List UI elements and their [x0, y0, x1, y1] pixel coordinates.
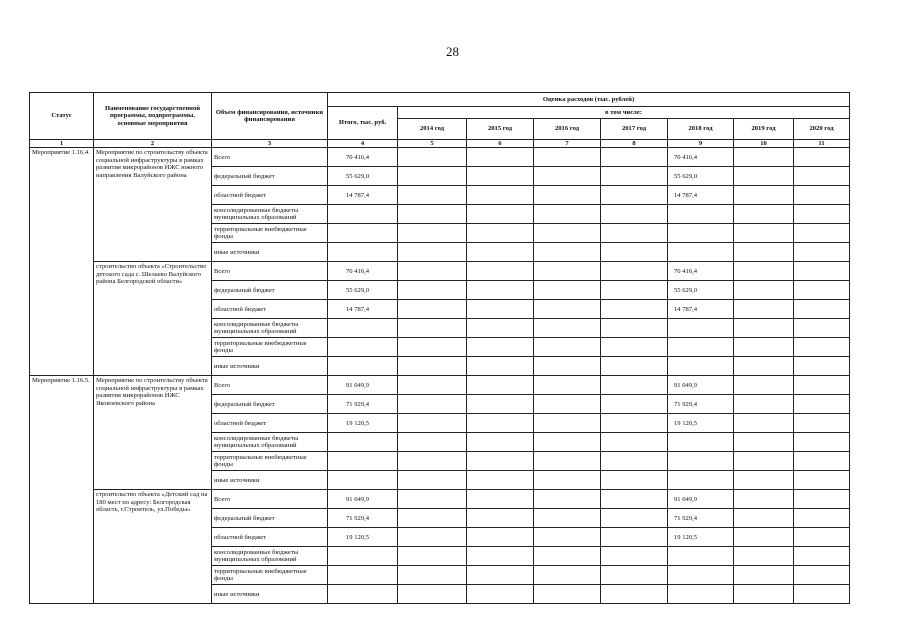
year-value-cell [734, 528, 794, 547]
header-year: 2019 год [734, 119, 794, 140]
column-number: 7 [534, 140, 601, 148]
year-value-cell [467, 414, 534, 433]
year-value-cell [734, 566, 794, 585]
total-cell: 70 416,4 [328, 148, 398, 167]
expenditure-table [29, 92, 850, 604]
year-value-cell [467, 205, 534, 224]
total-cell [328, 224, 398, 243]
financing-source-cell: областной бюджет [212, 300, 328, 319]
year-2018-cell [668, 471, 734, 490]
year-value-cell [467, 148, 534, 167]
financing-source-cell: федеральный бюджет [212, 167, 328, 186]
total-cell [328, 471, 398, 490]
financing-source-cell: федеральный бюджет [212, 509, 328, 528]
year-value-cell [601, 300, 668, 319]
total-cell [328, 205, 398, 224]
year-value-cell [794, 490, 850, 509]
column-number: 1 [30, 140, 94, 148]
year-value-cell [794, 357, 850, 376]
year-2018-cell: 91 049,9 [668, 490, 734, 509]
year-value-cell [734, 148, 794, 167]
year-value-cell [534, 205, 601, 224]
year-value-cell [794, 376, 850, 395]
year-value-cell [467, 585, 534, 604]
year-value-cell [794, 167, 850, 186]
financing-source-cell: территориальные внебюджетные фонды [212, 224, 328, 243]
year-value-cell [601, 509, 668, 528]
year-value-cell [398, 376, 467, 395]
year-value-cell [534, 585, 601, 604]
total-cell [328, 452, 398, 471]
year-2018-cell: 71 929,4 [668, 509, 734, 528]
column-number: 2 [94, 140, 212, 148]
year-value-cell [534, 148, 601, 167]
column-number: 11 [794, 140, 850, 148]
total-cell: 91 049,9 [328, 376, 398, 395]
year-value-cell [794, 528, 850, 547]
year-2018-cell [668, 205, 734, 224]
year-value-cell [534, 262, 601, 281]
year-value-cell [601, 319, 668, 338]
financing-source-cell: федеральный бюджет [212, 395, 328, 414]
year-value-cell [398, 490, 467, 509]
header-name: Наименование государственной программы, подпрограммы, основные мероприятия [94, 93, 212, 140]
year-value-cell [734, 471, 794, 490]
year-2018-cell [668, 585, 734, 604]
year-value-cell [398, 509, 467, 528]
year-value-cell [534, 509, 601, 528]
year-value-cell [734, 490, 794, 509]
program-name-cell: Мероприятие по строительству объекта социальной инфраструктуры в рамках развития микрорайонов ИЖС Яковлевского района [94, 376, 212, 490]
column-number: 9 [668, 140, 734, 148]
header-year: 2018 год [668, 119, 734, 140]
year-value-cell [601, 376, 668, 395]
year-value-cell [794, 319, 850, 338]
year-value-cell [734, 585, 794, 604]
year-value-cell [534, 319, 601, 338]
total-cell: 19 120,5 [328, 414, 398, 433]
financing-source-cell: иные источники [212, 357, 328, 376]
financing-source-cell: Всего [212, 148, 328, 167]
financing-source-cell: областной бюджет [212, 528, 328, 547]
header-year: 2017 год [601, 119, 668, 140]
financing-source-cell: территориальные внебюджетные фонды [212, 452, 328, 471]
year-value-cell [467, 167, 534, 186]
program-name-cell: Мероприятие по строительству объекта социальной инфраструктуры в рамках развития микрорайонов ИЖС южного направления Валуйского района [94, 148, 212, 262]
year-value-cell [398, 433, 467, 452]
year-value-cell [794, 186, 850, 205]
year-value-cell [794, 414, 850, 433]
year-value-cell [398, 566, 467, 585]
year-value-cell [794, 281, 850, 300]
year-value-cell [534, 471, 601, 490]
total-cell [328, 319, 398, 338]
year-2018-cell: 91 049,9 [668, 376, 734, 395]
year-value-cell [601, 471, 668, 490]
year-value-cell [398, 262, 467, 281]
year-value-cell [534, 300, 601, 319]
year-value-cell [601, 186, 668, 205]
year-2018-cell: 55 629,0 [668, 281, 734, 300]
year-value-cell [734, 376, 794, 395]
year-value-cell [467, 490, 534, 509]
year-value-cell [601, 414, 668, 433]
year-value-cell [601, 528, 668, 547]
year-value-cell [734, 414, 794, 433]
financing-source-cell: иные источники [212, 243, 328, 262]
year-2018-cell: 14 787,4 [668, 300, 734, 319]
program-name-cell: строительство объекта «Строительство детского сада с. Шелаево Валуйского района Белгородской области» [94, 262, 212, 376]
total-cell: 14 787,4 [328, 300, 398, 319]
year-value-cell [734, 262, 794, 281]
year-2018-cell: 71 929,4 [668, 395, 734, 414]
page-number: 28 [446, 44, 459, 59]
financing-source-cell: областной бюджет [212, 414, 328, 433]
total-cell [328, 243, 398, 262]
year-value-cell [734, 433, 794, 452]
year-value-cell [534, 433, 601, 452]
year-value-cell [601, 566, 668, 585]
year-value-cell [534, 357, 601, 376]
total-cell [328, 338, 398, 357]
year-value-cell [794, 148, 850, 167]
status-cell: Мероприятие 1.16.5. [30, 376, 94, 490]
year-value-cell [601, 357, 668, 376]
year-value-cell [398, 281, 467, 300]
year-value-cell [534, 167, 601, 186]
financing-source-cell: Всего [212, 490, 328, 509]
year-value-cell [534, 490, 601, 509]
column-number: 8 [601, 140, 668, 148]
year-value-cell [601, 148, 668, 167]
table-row [30, 148, 850, 167]
header-including: в том числе: [398, 107, 850, 119]
program-name-cell: строительство объекта «Детский сад на 180 мест по адресу: Белгородская область, г.Строитель, ул.Победы» [94, 490, 212, 604]
year-value-cell [467, 395, 534, 414]
year-value-cell [467, 376, 534, 395]
year-value-cell [794, 471, 850, 490]
year-value-cell [467, 224, 534, 243]
column-number: 6 [467, 140, 534, 148]
year-value-cell [601, 452, 668, 471]
year-value-cell [534, 395, 601, 414]
year-value-cell [734, 300, 794, 319]
year-value-cell [467, 186, 534, 205]
year-value-cell [734, 243, 794, 262]
financing-source-cell: иные источники [212, 585, 328, 604]
year-value-cell [734, 357, 794, 376]
year-value-cell [794, 395, 850, 414]
year-value-cell [467, 509, 534, 528]
year-value-cell [398, 395, 467, 414]
year-value-cell [398, 338, 467, 357]
year-value-cell [467, 300, 534, 319]
year-value-cell [601, 433, 668, 452]
year-value-cell [534, 224, 601, 243]
year-2018-cell: 19 120,5 [668, 528, 734, 547]
year-2018-cell [668, 566, 734, 585]
year-value-cell [601, 281, 668, 300]
header-year: 2020 год [794, 119, 850, 140]
year-2018-cell: 70 416,4 [668, 262, 734, 281]
year-value-cell [794, 243, 850, 262]
year-value-cell [467, 319, 534, 338]
year-value-cell [794, 566, 850, 585]
status-cell [30, 262, 94, 376]
year-value-cell [534, 186, 601, 205]
year-value-cell [467, 528, 534, 547]
financing-source-cell: консолидированные бюджеты муниципальных образований [212, 547, 328, 566]
year-value-cell [734, 452, 794, 471]
year-value-cell [398, 357, 467, 376]
year-value-cell [734, 395, 794, 414]
financing-source-cell: областной бюджет [212, 186, 328, 205]
year-value-cell [467, 262, 534, 281]
header-total: Итого, тыс. руб. [328, 107, 398, 140]
status-cell: Мероприятие 1.16.4. [30, 148, 94, 262]
financing-source-cell: территориальные внебюджетные фонды [212, 566, 328, 585]
financing-source-cell: федеральный бюджет [212, 281, 328, 300]
year-value-cell [601, 490, 668, 509]
year-value-cell [398, 414, 467, 433]
year-2018-cell: 70 416,4 [668, 148, 734, 167]
year-value-cell [734, 224, 794, 243]
financing-source-cell: консолидированные бюджеты муниципальных образований [212, 319, 328, 338]
total-cell: 71 929,4 [328, 395, 398, 414]
year-value-cell [734, 167, 794, 186]
total-cell [328, 357, 398, 376]
year-value-cell [398, 471, 467, 490]
financing-source-cell: территориальные внебюджетные фонды [212, 338, 328, 357]
header-year: 2016 год [534, 119, 601, 140]
year-value-cell [398, 148, 467, 167]
year-value-cell [734, 338, 794, 357]
year-value-cell [794, 585, 850, 604]
table-row [30, 490, 850, 509]
year-2018-cell: 19 120,5 [668, 414, 734, 433]
year-value-cell [534, 338, 601, 357]
year-value-cell [398, 452, 467, 471]
year-value-cell [467, 547, 534, 566]
financing-source-cell: Всего [212, 376, 328, 395]
year-value-cell [398, 300, 467, 319]
column-number: 3 [212, 140, 328, 148]
table-row [30, 262, 850, 281]
year-value-cell [398, 243, 467, 262]
column-number: 10 [734, 140, 794, 148]
year-value-cell [794, 205, 850, 224]
table-row [30, 376, 850, 395]
year-value-cell [398, 224, 467, 243]
year-value-cell [398, 186, 467, 205]
total-cell [328, 433, 398, 452]
year-value-cell [467, 452, 534, 471]
year-value-cell [467, 338, 534, 357]
year-2018-cell [668, 547, 734, 566]
year-value-cell [734, 509, 794, 528]
total-cell: 14 787,4 [328, 186, 398, 205]
year-value-cell [601, 547, 668, 566]
year-value-cell [601, 243, 668, 262]
year-value-cell [534, 281, 601, 300]
financing-source-cell: консолидированные бюджеты муниципальных образований [212, 205, 328, 224]
year-value-cell [398, 319, 467, 338]
year-2018-cell [668, 243, 734, 262]
year-value-cell [467, 566, 534, 585]
year-value-cell [601, 395, 668, 414]
year-value-cell [794, 300, 850, 319]
header-financing: Объем финансирования, источники финансирования [212, 93, 328, 140]
financing-source-cell: консолидированные бюджеты муниципальных образований [212, 433, 328, 452]
year-value-cell [467, 471, 534, 490]
total-cell: 91 049,9 [328, 490, 398, 509]
year-value-cell [794, 452, 850, 471]
total-cell: 55 629,0 [328, 167, 398, 186]
header-year: 2014 год [398, 119, 467, 140]
year-value-cell [601, 205, 668, 224]
total-cell: 70 416,4 [328, 262, 398, 281]
year-value-cell [534, 376, 601, 395]
year-2018-cell [668, 224, 734, 243]
financing-source-cell: иные источники [212, 471, 328, 490]
year-value-cell [794, 433, 850, 452]
year-value-cell [601, 338, 668, 357]
total-cell [328, 566, 398, 585]
year-value-cell [398, 547, 467, 566]
year-value-cell [467, 357, 534, 376]
year-value-cell [467, 433, 534, 452]
year-value-cell [601, 262, 668, 281]
year-2018-cell [668, 338, 734, 357]
year-2018-cell [668, 433, 734, 452]
header-year: 2015 год [467, 119, 534, 140]
year-2018-cell: 55 629,0 [668, 167, 734, 186]
year-2018-cell [668, 452, 734, 471]
year-value-cell [398, 205, 467, 224]
column-number: 4 [328, 140, 398, 148]
year-value-cell [534, 547, 601, 566]
year-value-cell [734, 319, 794, 338]
year-value-cell [398, 167, 467, 186]
year-value-cell [734, 547, 794, 566]
year-value-cell [534, 528, 601, 547]
year-value-cell [794, 547, 850, 566]
year-value-cell [794, 224, 850, 243]
year-value-cell [534, 452, 601, 471]
year-2018-cell [668, 357, 734, 376]
year-2018-cell [668, 319, 734, 338]
total-cell: 55 629,0 [328, 281, 398, 300]
total-cell [328, 547, 398, 566]
year-value-cell [794, 338, 850, 357]
total-cell: 71 929,4 [328, 509, 398, 528]
year-value-cell [534, 414, 601, 433]
year-value-cell [601, 167, 668, 186]
year-value-cell [467, 281, 534, 300]
year-value-cell [534, 566, 601, 585]
year-value-cell [398, 528, 467, 547]
year-value-cell [734, 281, 794, 300]
financing-source-cell: Всего [212, 262, 328, 281]
year-value-cell [601, 585, 668, 604]
year-2018-cell: 14 787,4 [668, 186, 734, 205]
total-cell [328, 585, 398, 604]
year-value-cell [734, 205, 794, 224]
year-value-cell [794, 262, 850, 281]
year-value-cell [534, 243, 601, 262]
year-value-cell [601, 224, 668, 243]
status-cell [30, 490, 94, 604]
year-value-cell [398, 585, 467, 604]
year-value-cell [467, 243, 534, 262]
year-value-cell [794, 509, 850, 528]
year-value-cell [734, 186, 794, 205]
column-number: 5 [398, 140, 467, 148]
header-estimate: Оценка расходов (тыс. рублей) [328, 93, 850, 107]
total-cell: 19 120,5 [328, 528, 398, 547]
header-status: Статус [30, 93, 94, 140]
